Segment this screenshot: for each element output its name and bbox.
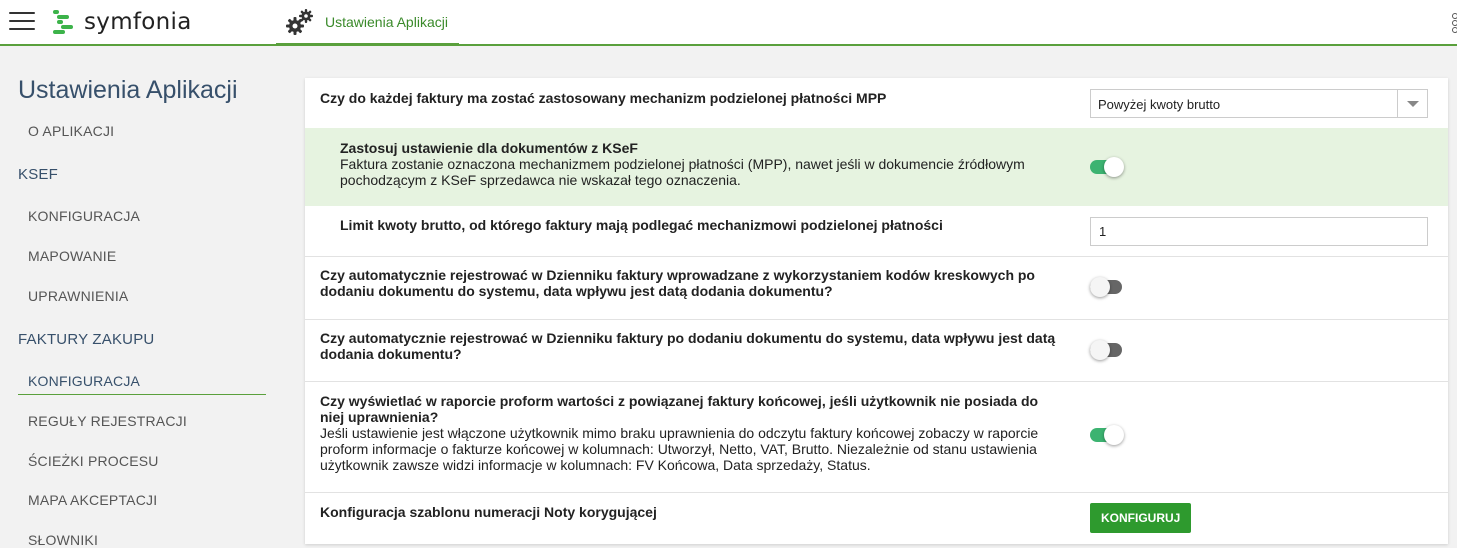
gears-icon: [285, 7, 315, 37]
ksef-title: Zastosuj ustawienie dla dokumentów z KSeF: [340, 140, 638, 156]
configure-button[interactable]: KONFIGURUJ: [1090, 503, 1191, 533]
setting-row-mpp: [305, 78, 1448, 128]
proforma-setting-text: [320, 393, 1065, 473]
proforma-question: Czy wyświetlać w raporcie proform wartości z powiązanej faktury końcowej, jeśli użytkownik nie posiada do niej uprawnienia?: [320, 393, 1039, 425]
top-bar: [0, 0, 1457, 46]
auto-register-question: Czy automatycznie rejestrować w Dzienniku faktury po dodaniu dokumentu do systemu, data wpływu jest datą dodania dokumentu?: [320, 330, 1056, 362]
sidebar-item-process-paths[interactable]: ŚCIEŻKI PROCESU: [28, 453, 159, 469]
brand-logo[interactable]: [52, 8, 192, 36]
sidebar-item-about[interactable]: O APLIKACJI: [28, 123, 115, 139]
setting-row-proforma: [305, 382, 1448, 493]
setting-row-correction-note: [305, 493, 1448, 544]
ksef-toggle[interactable]: [1090, 157, 1124, 177]
setting-row-ksef: [305, 128, 1448, 206]
proforma-description: Jeśli ustawienie jest włączone użytkownik mimo braku uprawnienia do odczytu faktury końcowej zobaczy w raporcie proform informacje o fakturze końcowej w kolumnach: Utworzył, Netto, VAT, Brutto. Niezależnie od stanu ustawienia użytkownik zawsze widzi informacje w kolumnach: FV Końcowa, Data sprzedaży, Status.: [320, 425, 1039, 473]
page-title: Ustawienia Aplikacji: [18, 76, 238, 104]
sidebar-item-registration-rules[interactable]: REGUŁY REJESTRACJI: [28, 413, 187, 429]
settings-panel: [305, 78, 1448, 544]
mpp-select-value: Powyżej kwoty brutto: [1098, 97, 1221, 112]
limit-question: Limit kwoty brutto, od którego faktury mają podlegać mechanizmowi podzielonej płatności: [340, 217, 943, 233]
more-options-icon[interactable]: [1449, 12, 1457, 34]
barcode-question: Czy automatycznie rejestrować w Dzienniku faktury wprowadzane z wykorzystaniem kodów kreskowych po dodaniu dokumentu do systemu, data wpływu jest datą dodania dokumentu?: [320, 267, 1035, 299]
sidebar-item-permissions[interactable]: UPRAWNIENIA: [28, 288, 129, 304]
limit-input[interactable]: [1090, 217, 1428, 246]
ksef-description: Faktura zostanie oznaczona mechanizmem podzielonej płatności (MPP), nawet jeśli w dokumencie źródłowym pochodzącym z KSeF sprzedawca nie wskazał tego oznaczenia.: [340, 156, 1025, 188]
correction-note-question: Konfiguracja szablonu numeracji Noty korygującej: [320, 504, 657, 520]
mpp-question: Czy do każdej faktury ma zostać zastosowany mechanizm podzielonej płatności MPP: [320, 90, 887, 106]
proforma-toggle[interactable]: [1090, 425, 1124, 445]
setting-row-barcode: [305, 257, 1448, 320]
sidebar-item-mapping[interactable]: MAPOWANIE: [28, 248, 117, 264]
tab-app-settings[interactable]: [276, 0, 459, 46]
sidebar-item-invoices-configuration[interactable]: KONFIGURACJA: [18, 373, 266, 395]
sidebar-section-ksef: KSEF: [18, 166, 58, 183]
sidebar-item-ksef-configuration[interactable]: KONFIGURACJA: [28, 208, 141, 224]
symfonia-logo-icon: [52, 9, 74, 35]
chevron-down-icon[interactable]: [1397, 90, 1427, 117]
sidebar-item-acceptance-map[interactable]: MAPA AKCEPTACJI: [28, 492, 158, 508]
mpp-select[interactable]: [1090, 89, 1428, 118]
setting-row-limit: [305, 206, 1448, 257]
brand-name: symfonia: [84, 9, 192, 35]
sidebar: [0, 48, 290, 548]
sidebar-item-dictionaries[interactable]: SŁOWNIKI: [28, 532, 99, 548]
auto-register-toggle[interactable]: [1090, 340, 1124, 360]
ksef-setting-text: [340, 140, 1040, 188]
hamburger-menu-icon[interactable]: [9, 12, 35, 32]
sidebar-section-purchase-invoices: FAKTURY ZAKUPU: [18, 331, 155, 348]
barcode-toggle[interactable]: [1090, 277, 1124, 297]
tab-app-settings-label: Ustawienia Aplikacji: [325, 13, 448, 30]
setting-row-auto-register: [305, 320, 1448, 382]
